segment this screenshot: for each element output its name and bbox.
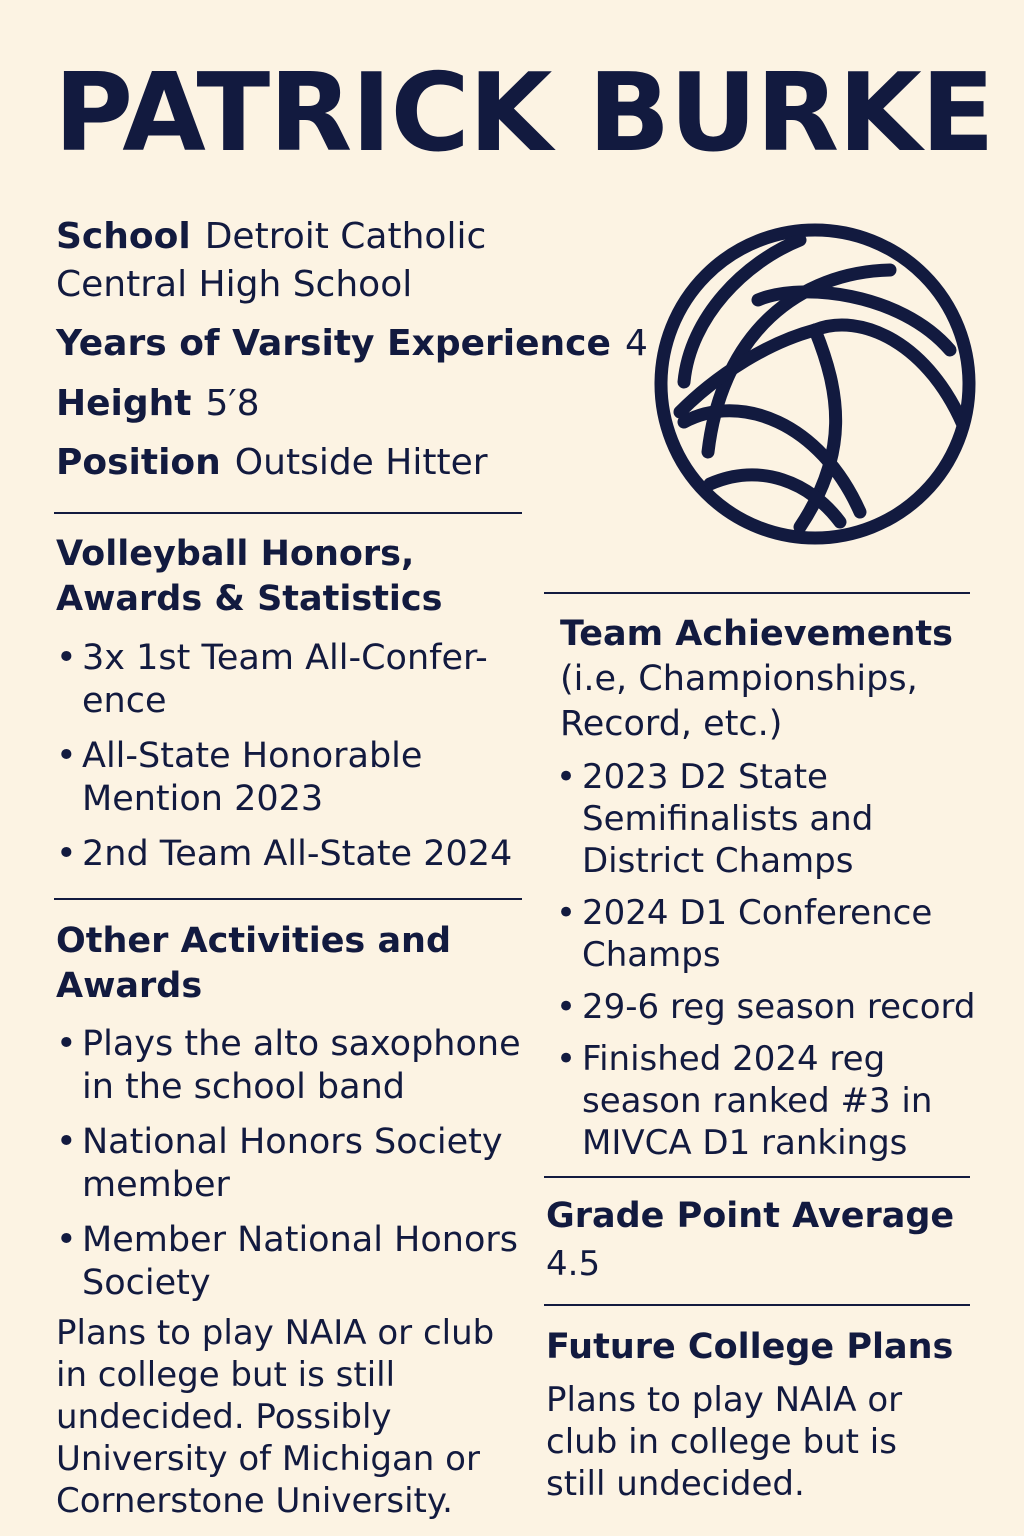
college-heading: Future College Plans bbox=[546, 1327, 954, 1367]
divider-team bbox=[544, 592, 970, 594]
honors-item: • 2nd Team All-State 2024 bbox=[56, 833, 526, 876]
honors-heading-line1: Volleyball Honors, bbox=[56, 534, 415, 574]
activities-heading-line1: Other Activities and bbox=[56, 921, 452, 961]
years-row bbox=[56, 321, 648, 367]
activities-list bbox=[56, 1023, 526, 1317]
activities-heading-line2: Awards bbox=[56, 966, 203, 1006]
activities-item: • Member National Honors Society bbox=[56, 1219, 526, 1305]
team-item: • 2024 D1 Conference Champs bbox=[556, 892, 986, 976]
school-label: School bbox=[56, 216, 191, 257]
team-item: • 2023 D2 State Semifinalists and District Champs bbox=[556, 756, 986, 882]
honors-item: • All-State Honorable Mention 2023 bbox=[56, 735, 526, 821]
height-row bbox=[56, 381, 259, 427]
school-row bbox=[56, 214, 486, 260]
team-heading-subtitle: (i.e, Championships, Record, etc.) bbox=[560, 659, 918, 744]
gpa-heading: Grade Point Average bbox=[546, 1196, 955, 1236]
honors-heading-line2: Awards & Statistics bbox=[56, 579, 443, 619]
position-value: Outside Hitter bbox=[234, 442, 488, 483]
team-item: • 29-6 reg season record bbox=[556, 986, 986, 1028]
divider-college bbox=[544, 1304, 970, 1306]
divider-activities bbox=[54, 898, 522, 900]
honors-heading bbox=[56, 532, 526, 622]
position-row bbox=[56, 440, 488, 486]
team-list bbox=[556, 756, 986, 1174]
gpa-value: 4.5 bbox=[546, 1244, 601, 1284]
divider-gpa bbox=[544, 1176, 970, 1178]
honors-list bbox=[56, 637, 526, 888]
years-value: 4 bbox=[624, 323, 648, 364]
activities-item: • Plays the alto saxophone in the school band bbox=[56, 1023, 526, 1109]
divider-honors bbox=[54, 512, 522, 514]
activities-heading bbox=[56, 919, 526, 1009]
activities-note: Plans to play NAIA or club in college but is still undecided. Possibly University of Michigan or Cornerstone University. bbox=[56, 1313, 495, 1521]
years-label: Years of Varsity Experience bbox=[56, 323, 611, 364]
height-value: 5′8 bbox=[205, 383, 260, 424]
school-value-line1: Detroit Catholic bbox=[204, 216, 487, 257]
team-heading bbox=[560, 612, 980, 747]
college-text: Plans to play NAIA or club in college but is still undecided. bbox=[546, 1380, 903, 1504]
school-value-continuation bbox=[56, 262, 412, 308]
honors-item: • 3x 1st Team All-Confer-ence bbox=[56, 637, 526, 723]
activities-item: • National Honors Society member bbox=[56, 1121, 526, 1207]
player-name: PATRICK BURKE bbox=[54, 51, 994, 176]
height-label: Height bbox=[56, 383, 192, 424]
position-label: Position bbox=[56, 442, 221, 483]
team-heading-title: Team Achievements bbox=[560, 614, 953, 654]
team-item: • Finished 2024 reg season ranked #3 in MIVCA D1 rankings bbox=[556, 1038, 986, 1164]
volleyball-icon bbox=[650, 222, 980, 552]
school-value-line2: Central High School bbox=[56, 264, 413, 305]
